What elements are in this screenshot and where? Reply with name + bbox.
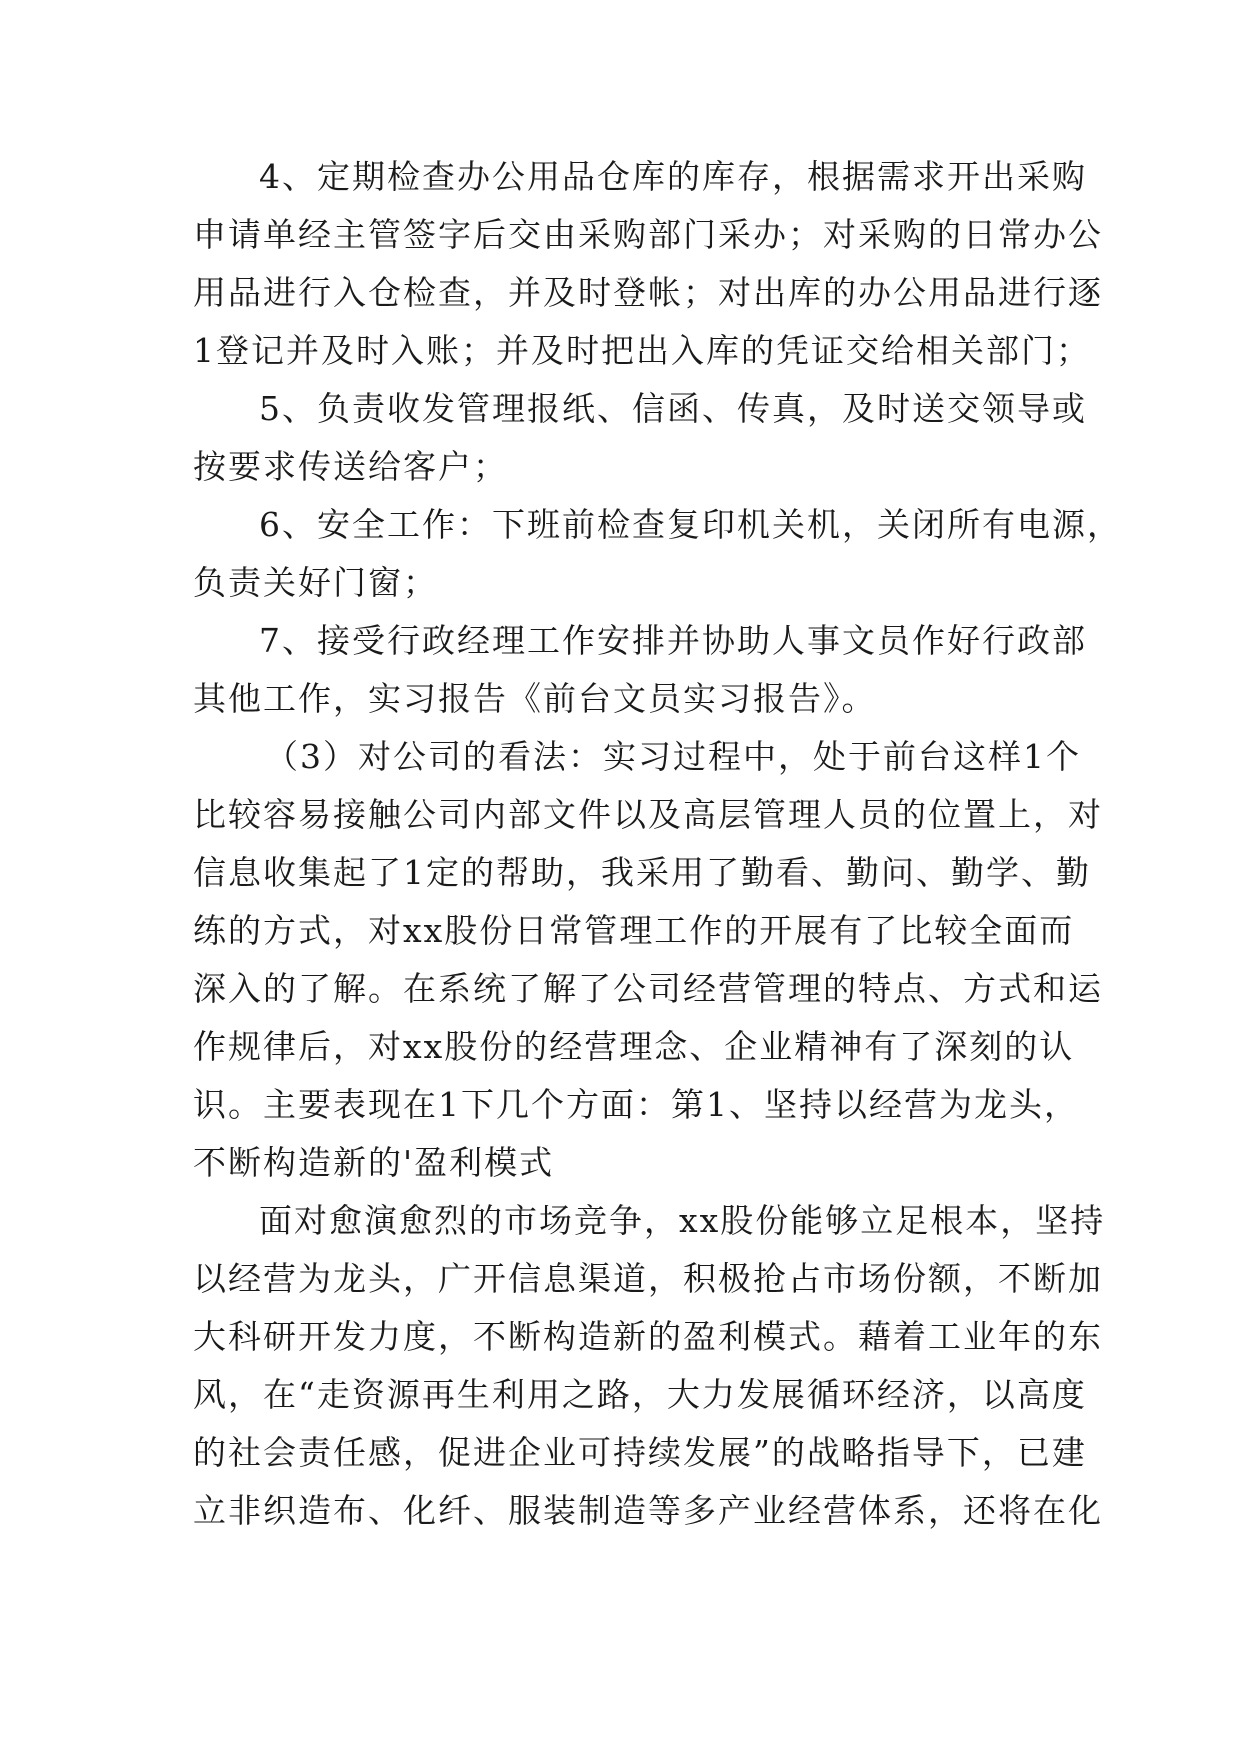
paragraph-line: 深入的了解。在系统了解了公司经营管理的特点、方式和运	[193, 969, 1103, 1008]
paragraph-line: 不断构造新的'盈利模式	[193, 1143, 555, 1182]
paragraph-line: 大科研开发力度，不断构造新的盈利模式。藉着工业年的东	[193, 1317, 1103, 1356]
paragraph-line: 6、安全工作：下班前检查复印机关机，关闭所有电源，	[259, 505, 1122, 544]
paragraph-line: 风，在“走资源再生利用之路，大力发展循环经济，以高度	[193, 1375, 1087, 1414]
paragraph-line: 练的方式，对xx股份日常管理工作的开展有了比较全面而	[193, 911, 1075, 950]
paragraph-line: 5、负责收发管理报纸、信函、传真，及时送交领导或	[259, 389, 1087, 428]
paragraph-line: 申请单经主管签字后交由采购部门采办；对采购的日常办公	[193, 215, 1103, 254]
paragraph-line: 按要求传送给客户；	[193, 447, 508, 486]
paragraph-line: 负责关好门窗；	[193, 563, 438, 602]
paragraph-line: （3）对公司的看法：实习过程中，处于前台这样1个	[265, 737, 1081, 776]
paragraph-line: 1登记并及时入账；并及时把出入库的凭证交给相关部门；	[193, 331, 1091, 370]
body-text	[193, 157, 1122, 1552]
paragraph-line: 7、接受行政经理工作安排并协助人事文员作好行政部	[259, 621, 1087, 660]
paragraph-line: 的社会责任感，促进企业可持续发展”的战略指导下，已建	[193, 1433, 1087, 1472]
paragraph-line: 4、定期检查办公用品仓库的库存，根据需求开出采购	[259, 157, 1087, 196]
paragraph-line: 比较容易接触公司内部文件以及高层管理人员的位置上，对	[193, 795, 1103, 834]
paragraph-line: 其他工作，实习报告《前台文员实习报告》。	[193, 679, 877, 718]
paragraph-line: 用品进行入仓检查，并及时登帐；对出库的办公用品进行逐	[193, 273, 1103, 312]
paragraph-line: 面对愈演愈烈的市场竞争，xx股份能够立足根本，坚持	[259, 1201, 1106, 1240]
paragraph-line: 信息收集起了1定的帮助，我采用了勤看、勤问、勤学、勤	[193, 853, 1091, 892]
paragraph-line: 立非织造布、化纤、服装制造等多产业经营体系，还将在化	[193, 1491, 1103, 1530]
paragraph-line: 识。主要表现在1下几个方面：第1、坚持以经营为龙头，	[193, 1085, 1079, 1124]
paragraph-line: 作规律后，对xx股份的经营理念、企业精神有了深刻的认	[193, 1027, 1075, 1066]
paragraph-line: 以经营为龙头，广开信息渠道，积极抢占市场份额，不断加	[193, 1259, 1103, 1298]
